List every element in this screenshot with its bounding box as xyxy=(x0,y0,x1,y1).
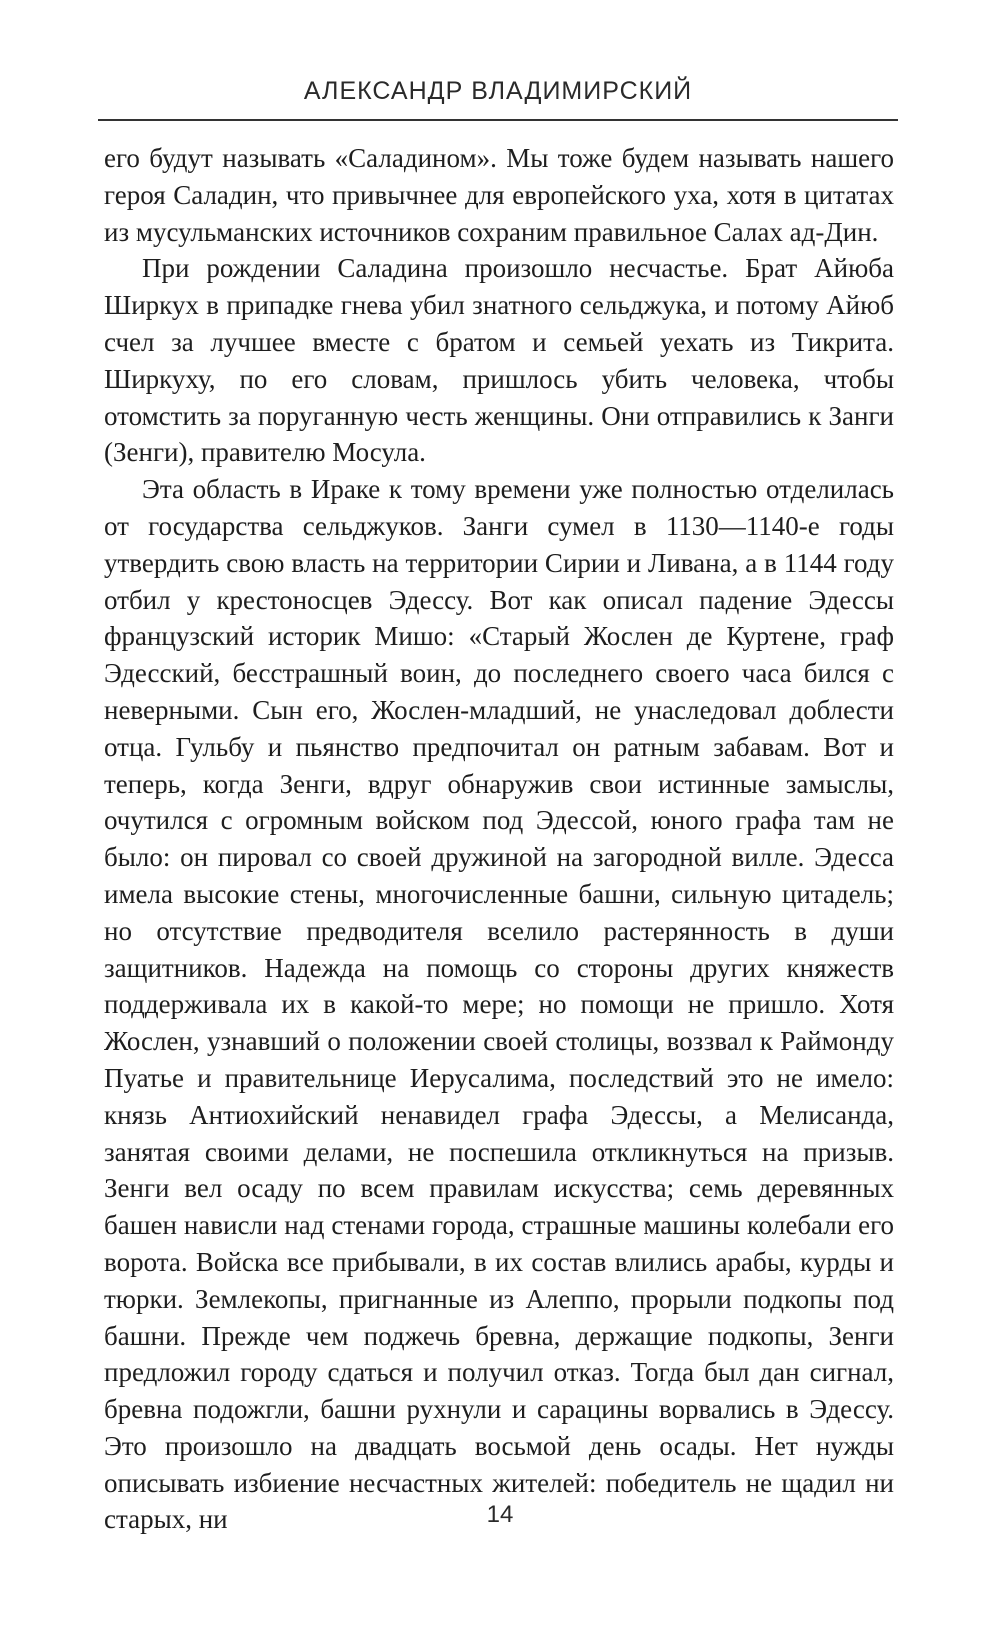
body-text xyxy=(104,140,894,1538)
paragraph: Эта область в Ираке к тому времени уже полностью отделилась от государства сельджуков. Занги сумел в 1130—1140-е годы утвердить свою власть на территории Сирии и Ливана, а в 1144 году отбил у крестоносцев Эдессу. Вот как описал падение Эдессы французский историк Мишо: «Старый Жослен де Куртене, граф Эдесский, бесстрашный воин, до последнего своего часа бился с неверными. Сын его, Жослен-младший, не унаследовал доблести отца. Гульбу и пьянство предпочитал он ратным забавам. Вот и теперь, когда Зенги, вдруг обнаружив свои истинные замыслы, очутился с огромным войском под Эдессой, юного графа там не было: он пировал со своей дружиной на загородной вилле. Эдесса имела высокие стены, многочисленные башни, сильную цитадель; но отсутствие предводителя вселило растерянность в души защитников. Надежда на помощь со стороны других княжеств поддерживала их в какой-то мере; но помощи не пришло. Хотя Жослен, узнавший о положении своей столицы, воззвал к Раймонду Пуатье и правительнице Иерусалима, последствий это не имело: князь Антиохийский ненавидел графа Эдессы, а Мелисанда, занятая своими делами, не поспешила откликнуться на призыв. Зенги вел осаду по всем правилам искусства; семь деревянных башен нависли над стенами города, страшные машины колебали его ворота. Войска все прибывали, в их состав влились арабы, курды и тюрки. Землекопы, пригнанные из Алеппо, прорыли подкопы под башни. Прежде чем поджечь бревна, держащие подкопы, Зенги предложил городу сдаться и получил отказ. Тогда был дан сигнал, бревна подожгли, башни рухнули и сарацины ворвались в Эдессу. Это произошло на двадцать восьмой день осады. Нет нужды описывать избиение несчастных жителей: победитель не щадил ни старых, ни xyxy=(104,474,894,1535)
running-header-title: АЛЕКСАНДР ВЛАДИМИРСКИЙ xyxy=(303,77,693,105)
header-rule xyxy=(98,119,898,121)
page-number: 14 xyxy=(486,1501,514,1528)
paragraph: При рождении Саладина произошло несчастье. Брат Айюба Ширкух в припадке гнева убил знатного сельджука, и потому Айюб счел за лучшее вместе с братом и семьей уехать из Тикрита. Ширкуху, по его словам, пришлось убить человека, чтобы отомстить за поруганную честь женщины. Они отправились к Занги (Зенги), правителю Мосула. xyxy=(104,253,894,468)
paragraph: его будут называть «Саладином». Мы тоже будем называть нашего героя Саладин, что привычнее для европейского уха, хотя в цитатах из мусульманских источников сохраним правильное Салах ад-Дин. xyxy=(104,143,894,247)
